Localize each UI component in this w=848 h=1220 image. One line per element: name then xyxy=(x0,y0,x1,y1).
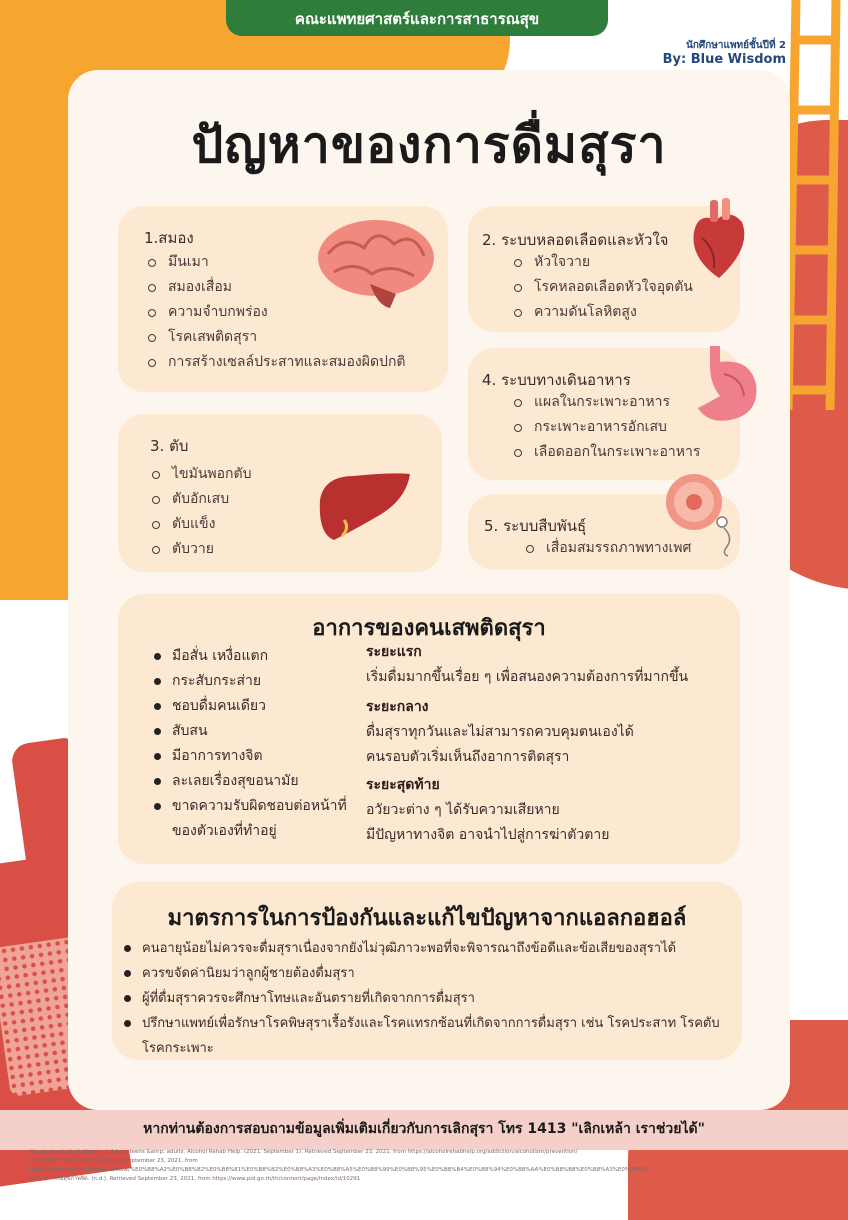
stage-final-text: อวัยวะต่าง ๆ ได้รับความเสียหาย xyxy=(366,802,560,818)
list-item: สมองเสื่อม xyxy=(144,275,406,300)
list-item: มึนเมา xyxy=(144,250,406,275)
list-item: การสร้างเซลล์ประสาทและสมองผิดปกติ xyxy=(144,350,406,375)
brain-icon xyxy=(314,214,438,310)
list-item: ตับแข็ง xyxy=(148,512,252,537)
page-title: ปัญหาของการดื่มสุรา xyxy=(191,116,667,174)
list-item: ไขมันพอกตับ xyxy=(148,462,252,487)
prevention-title: มาตรการในการป้องกันและแก้ไขปัญหาจากแอลกอฮอล์ xyxy=(167,906,687,931)
liver-list xyxy=(148,462,252,562)
liver-section xyxy=(118,414,442,572)
stage-middle-text: ดื่มสุราทุกวันและไม่สามารถควบคุมตนเองได้ xyxy=(366,724,634,740)
list-item: ตับวาย xyxy=(148,537,252,562)
list-item: คนอายุน้อยไม่ควรจะดื่มสุราเนื่องจากยังไม่วุฒิภาวะพอที่จะพิจารณาถึงข้อดีและข้อเสียของสุราได้ xyxy=(122,936,732,961)
stage-middle-text: คนรอบตัวเริ่มเห็นถึงอาการติดสุรา xyxy=(366,749,570,765)
liver-heading: 3. ตับ xyxy=(150,437,189,455)
list-item: สับสน xyxy=(152,719,352,744)
faculty-header: คณะแพทยศาสตร์และการสาธารณสุข xyxy=(226,0,608,36)
stomach-icon xyxy=(690,344,762,428)
list-item: ควรขจัดค่านิยมว่าลูกผู้ชายต้องดื่มสุรา xyxy=(122,961,732,986)
list-item: ผู้ที่ดื่มสุราควรจะศึกษาโทษและอันตรายที่เกิดจากการดื่มสุรา xyxy=(122,986,732,1011)
heart-icon xyxy=(686,198,752,284)
stage-early-heading: ระยะแรก xyxy=(366,644,422,660)
list-item: ความจำบกพร่อง xyxy=(144,300,406,325)
list-item: เสื่อมสมรรถภาพทางเพศ xyxy=(522,536,691,561)
prevention-list xyxy=(122,936,732,1061)
prevention-section xyxy=(112,882,742,1060)
heart-section xyxy=(468,206,740,332)
symptoms-section xyxy=(118,594,740,864)
hotline-text: หากท่านต้องการสอบถามข้อมูลเพิ่มเติมเกี่ยวกับการเลิกสุรา โทร 1413 "เลิกเหล้า เราช่วยได้" xyxy=(143,1121,705,1137)
reference-item: อาการติดสุรา และ health. Retrieved September 23, 2021, from xyxy=(30,1158,198,1164)
digestive-list xyxy=(510,390,700,465)
list-item: เลือดออกในกระเพาะอาหาร xyxy=(510,440,700,465)
list-item: ปรึกษาแพทย์เพื่อรักษาโรคพิษสุราเรื้อรังและโรคแทรกซ้อนที่เกิดจากการดื่มสุรา เช่น โรคประสาท โรคตับ โรคกระเพาะ xyxy=(122,1011,732,1061)
list-item: โรคหลอดเลือดหัวใจอุดตัน xyxy=(510,275,693,300)
stage-final-heading: ระยะสุดท้าย xyxy=(366,777,440,793)
student-credit: นักศึกษาแพทย์ชั้นปีที่ 2 xyxy=(686,40,786,51)
heart-heading: 2. ระบบหลอดเลือดและหัวใจ xyxy=(482,231,669,249)
list-item: โรคเสพติดสุรา xyxy=(144,325,406,350)
brain-section xyxy=(118,206,448,392)
list-item: กระสับกระส่าย xyxy=(152,669,352,694)
digestive-section xyxy=(468,348,740,480)
reference-item: How to treat alcoholism in children, teens &amp; adults. Alcohol Rehab Help. (2021, September 1). Retrieved September 23, 2021, from https://alcoholrehabhelp.org/addiction/alcoholism/prevention/ xyxy=(30,1149,578,1155)
heart-list xyxy=(510,250,693,325)
reproductive-heading: 5. ระบบสืบพันธุ์ xyxy=(484,517,587,535)
liver-icon xyxy=(314,470,414,544)
digestive-heading: 4. ระบบทางเดินอาหาร xyxy=(482,371,631,389)
list-item: หัวใจวาย xyxy=(510,250,693,275)
brain-heading: 1.สมอง xyxy=(144,229,194,247)
symptoms-list xyxy=(152,644,352,844)
stage-middle-heading: ระยะกลาง xyxy=(366,699,429,715)
list-item: ตับอักเสบ xyxy=(148,487,252,512)
reference-item: ไลดงสุรา กรมสุขภาพจิต. (n.d.). Retrieved September 23, 2021, from https://www.pid.go.th/th/content/page/index/id/10291 xyxy=(30,1176,361,1182)
egg-cell-icon xyxy=(664,472,748,558)
author-credit: By: Blue Wisdom xyxy=(662,52,786,67)
list-item: ขาดความรับผิดชอบต่อหน้าที่ของตัวเองที่ทำอยู่ xyxy=(152,794,352,844)
list-item: ความดันโลหิตสูง xyxy=(510,300,693,325)
list-item: ชอบดื่มคนเดียว xyxy=(152,694,352,719)
symptoms-title: อาการของคนเสพติดสุรา xyxy=(312,616,546,641)
list-item: แผลในกระเพาะอาหาร xyxy=(510,390,700,415)
stage-final-text: มีปัญหาทางจิต อาจนำไปสู่การฆ่าตัวตาย xyxy=(366,827,610,843)
reproductive-section xyxy=(468,494,740,570)
list-item: มีอาการทางจิต xyxy=(152,744,352,769)
stage-early-text: เริ่มดื่มมากขึ้นเรื่อย ๆ เพื่อสนองความต้องการที่มากขึ้น xyxy=(366,669,689,685)
stages-column xyxy=(366,640,736,848)
list-item: ละเลยเรื่องสุขอนามัย xyxy=(152,769,352,794)
list-item: มือสั่น เหงื่อแตก xyxy=(152,644,352,669)
list-item: กระเพาะอาหารอักเสบ xyxy=(510,415,700,440)
references xyxy=(30,1148,810,1184)
reference-item: https://www.ifeth.net/contents/view/%E0%B8%A2%E0%B8%B2%E0%B8%81%E0%B8%B2%E0%B8%A3%E0%B8%A5%E0%B8%99%E0%B8%95%E0%B8%B4%E0%B8%94%E0%B8%AA%E0%B8%B8%E0%B8%A3%E0%B8%B2 xyxy=(30,1167,650,1173)
